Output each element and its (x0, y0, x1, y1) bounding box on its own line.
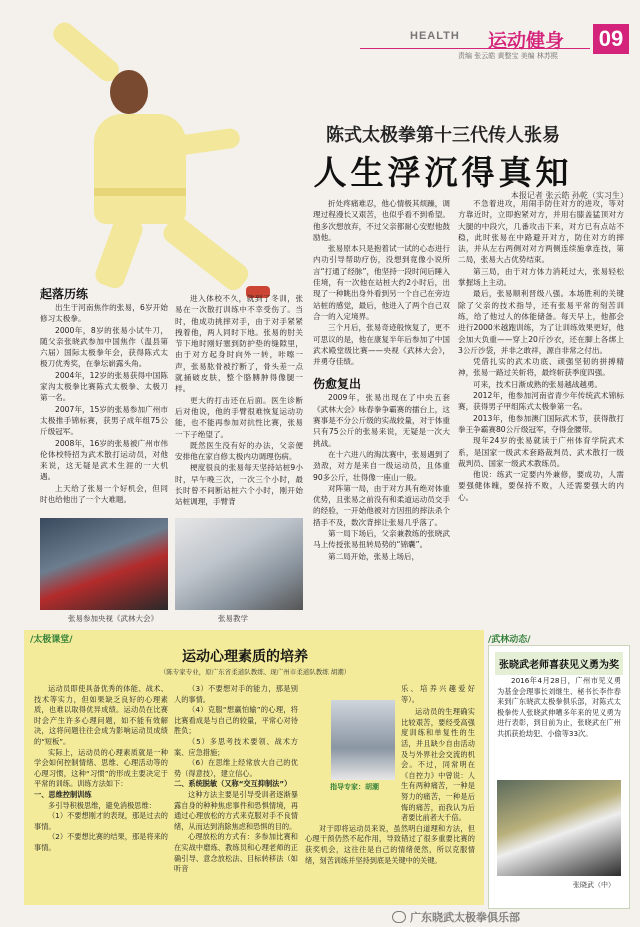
photo-teaching (175, 518, 303, 610)
subheading: 二、系统脱敏（又称“交互抑制法”） (174, 779, 292, 789)
paragraph: （1）不要想刚才的表现，那是过去的事情。 (34, 811, 168, 831)
subheading: 一、思维控制训练 (34, 789, 92, 799)
headline-main: 人生浮沉得真知 (313, 153, 573, 192)
paragraph: 对于即将运动员来说，虽然明白道理和方法，但心理干预仍然不起作用，导致错过了很多重要比赛的获奖机会，这往往是自己的情绪使然，所以克服情绪，刻苦训练并坚持到底是关键中的关键。 (305, 823, 475, 865)
paragraph: 最后，张易顺利晋级八强。本场胜利的关键除了父亲的技术指导，还有张易平常的刻苦训练，给了他过人的体能储备。每天早上，他都会进行2000米越跑训练，为了让训练效果更好，他会加大负重——穿上20斤沙衣，还在脚上各绑上3公斤沙袋，并非之敢祥，源自非常之付出。 (458, 289, 624, 355)
news-title: 张晓武老师喜获见义勇为奖 (495, 652, 623, 675)
paragraph: 第二局开始，张易上场后， (328, 551, 420, 561)
paragraph: 三个月后，张易奇迹般恢复了，更不可思议的是，他在康复半年后参加了中国武术殿堂级比赛——央视《武林大会》，并勇夺佳绩。 (313, 323, 450, 367)
headline-kicker: 陈式太极拳第十三代传人张易 (326, 125, 560, 146)
section-en: HEALTH (410, 30, 460, 42)
paragraph: 对阵第一局，由于对方具有绝对体重优势，且张易之前没有和柔道运动员交手的经验，一开始他被对方因扭的摔法杀个措手不及，数次背摔让张易几乎落了。 (313, 483, 450, 527)
paragraph: 2012年，他参加河南省青少年传统武术锦标赛，获得男子甲组陈式太极拳第一名。 (458, 391, 624, 412)
classroom-subtitle: （陈专家专业，原广东省柔道队教练、现广州市柔道队教练 胡潮） (159, 668, 351, 676)
paragraph: （6）在思维上经常放大自己的优势（得意技），建立信心。 (174, 758, 298, 778)
paragraph: 2016年4月28日，广州市见义勇为基金会理事长刘继生、秘书长李作春来到广东晓武太极拳俱乐部，对陈式太极拳传人张晓武伸嘈多年来的见义勇为进行表彰，到目前为止，张晓武在广州共抓获抢劫犯、小偷等33次。 (497, 676, 621, 738)
paragraph: 折处疼痛难忍，他心情极其烦躁，调理过程漫长又艰苦，也似乎看不到希望。他多次想放弃，不过父亲都耐心安慰他鼓励他。 (313, 199, 450, 242)
paragraph: 2000年，8岁的张易小试牛刀，随父亲张晓武参加中国焦作（温县第六届）国际太极拳年会，获得陈式太极刀优秀奖，在拳坛崭露头角。 (40, 325, 168, 369)
article-column-3 (313, 198, 450, 562)
news-box (488, 645, 630, 909)
article-column-1 (40, 285, 168, 505)
paragraph: 更大的打击还在后面。医生诊断后对他说，他的手臂很难恢复运动功能，也不能再参加对抗性比赛，张易一下子绝望了。 (175, 395, 303, 439)
watermark-text: 广东晓武太极拳俱乐部 (410, 911, 520, 924)
paragraph: 心理放松的方式有：多参加比赛和在实战中磨炼、教练员和心理老师的正确引导、意念放松法、目标转移法（如听音 (174, 832, 298, 874)
article-column-2 (175, 293, 303, 508)
paragraph: 可来，技术日渐成熟的张易越战越勇。 (473, 379, 603, 389)
guide-expert-photo (331, 700, 395, 780)
paragraph: 梗度很良的张易每天坚持站桩9小时，早午晚三次，一次三个小时，最长时曾不间断站桩六个小时，刚开始站桩调理，手臂背 (175, 463, 303, 507)
paragraph: 运动员即使具备优秀的体能、战术、技术等实力，但如果缺乏良好的心理素质，也难以取得优异成绩。运动员在比赛时会产生许多心理问题，如不能有效解决，这将问题往往会成为影响运动员成绩的“短板”。 (34, 684, 168, 746)
paragraph: （2）不要想比赛的结果，那是将来的事情。 (34, 832, 168, 852)
paragraph: （4）克服“想赢怕输”的心理，将比赛看成是与自己的较量，平常心对待胜负； (174, 705, 298, 736)
hero-figure-illustration (30, 28, 260, 293)
photo-caption: 张易参加央视《武林大会》 (68, 614, 158, 623)
paragraph: 2013年，他参加澳门国际武术节，获得散打拳王争霸赛80公斤级冠军，夺得金腰带。 (458, 413, 624, 434)
news-photo (497, 780, 621, 876)
news-text (497, 676, 621, 740)
news-photo-caption: 张晓武（中） (573, 881, 615, 889)
paragraph: 实际上，运动员的心理素质就是一种学会如何控制情绪、思维、心理活动等的心理习惯，这种“习惯”的形成主要决定于平常的训练。训练方法如下： (34, 747, 168, 789)
paragraph: 进入体校不久，就到了冬训，张易在一次散打训练中不幸受伤了。当时，他成功挑摔对手，由于对手紧紧拽着他，两人同时下地。张易的肘关节下地时刚好塞到防护垫的缝隙里，由于对方起身时向外一转，咔嚓一声，张易肱骨被拧断了，骨头差一点就捅破皮肤，整个胳膊肿得像腿一样。 (175, 294, 303, 394)
page-number: 09 (593, 24, 629, 54)
wechat-icon (392, 911, 406, 923)
paragraph: 这种方法主要是引导受训者逐渐暴露自身的种种焦虑事件和恐惧情境，再通过心理放松的方式来克服对手不良情绪，从而达到消除焦虑和恐惧的目的。 (174, 789, 298, 831)
figure-head (110, 70, 148, 114)
paragraph: 凭借扎实的武术功底、顽强坚韧的拼搏精神，张易一路过关斩将，最终斩获季度四强。 (458, 357, 624, 378)
section-label-classroom: /太极课堂/ (30, 635, 73, 645)
page-header (360, 26, 630, 66)
editor-credits: 责编 张云皓 黄整宝 美编 林苏熙 (458, 52, 558, 60)
paragraph: 张易原本只是抱着试一试的心态进行内功引导帮助疗伤，没想到竟像小说所言“打通了经脉”，他坚持一段时间后睡入佳境，有一次他在站桩大约2小时后，出现了一种眺出身外看到另一个自己在旁边站桩的感觉，最后，他进入了两个自己双合一的入定境界。 (313, 244, 450, 321)
paragraph: 第一局下场后，父亲兼教练的张晓武马上传授张易扭转局势的“锦囊”。 (313, 529, 450, 550)
subheading: 伤愈复出 (313, 377, 362, 392)
paragraph: 2004年，12岁的张易获得中国陈家沟太极拳比赛陈式太极拳、太极刀第一名。 (40, 370, 168, 403)
paragraph: 运动员的生理确实比较艰苦，要经受高强度训练和单复性的生活，并且缺少自由活动及与外界社会交流的机会。不过，同常明在《自控力》中曾说：人生有两种痛苦，一种是努力的痛苦，一种是后悔的痛苦，而我认为后者要比前者大千倍。 (401, 707, 475, 823)
guide-expert-caption: 指导专家：胡潮 (330, 783, 379, 791)
paragraph: （3）不要想对手的能力，那是别人的事情。 (174, 684, 298, 704)
paragraph: 现年24岁的张易就读于广州体育学院武术系，是国家一级武术套路裁判员、武术散打一级裁判员、国家一级武术教练员。 (458, 436, 624, 468)
figure-belt (94, 188, 186, 196)
paragraph: 既然医生没有好的办法，父亲便安排他在家自修太极内功调理伤病。 (175, 440, 303, 462)
classroom-column-1 (34, 684, 168, 854)
figure-leg (93, 213, 146, 291)
paragraph: 出生于河南焦作的张易，6岁开始修习太极拳。 (40, 303, 168, 324)
paragraph: 2007年，15岁的张易参加广州市太极推手锦标赛，获男子成年组75公斤级冠军。 (40, 404, 168, 437)
paragraph: 不急着进攻，用闹手防住对方的进攻，等对方靠近时，立即抱紧对方，并用右膝盖猛顶对方大腿的中段穴，几番攻击下来，对方已有点站不稳，此时张易在中路避开对方，防住对方的摔法，并从左右两侧对对方两侧连续施拿连技，第二局，张易大占优势结束。 (458, 199, 624, 265)
paragraph: 第三局，由于对方体力消耗过大，张易轻松掌握场上主动。 (458, 266, 624, 288)
figure-body (94, 114, 186, 224)
byline: 本报记者 张云皓 孙乾（实习生） (510, 191, 628, 200)
photo-caption: 张易教学 (218, 614, 248, 623)
paragraph: 2009年，张易出现在了中央五套《武林大会》咏春拳争霸赛的擂台上，这赛事是不分公斤级的实战较量，对于体重只有75公斤的张易来说，无疑是一次大挑战。 (313, 393, 450, 448)
section-title: 运动健身 (488, 30, 565, 52)
watermark (392, 909, 520, 925)
paragraph: 2008年，16岁的张易被广州市伟伦体校特招为武术散打运动员，对他来说，这无疑是武术生涯的一大机遇。 (40, 438, 168, 482)
paragraph: 在十六进八的淘汰赛中，张易遇到了劲敌，对方是来自一级运动员，且体重90多公斤，壮得像一座山一般。 (313, 449, 450, 482)
figure-leg (159, 213, 252, 294)
paragraph: 多引导积极思维，避免消极思维： (48, 800, 156, 810)
article-column-4 (458, 198, 624, 503)
classroom-title: 运动心理素质的培养 (182, 649, 308, 665)
figure-arm (49, 18, 123, 85)
paragraph: 他说：练武一定要内外兼修，要成功，人需要强健体魄，要保持不败，人还需要强大的内心。 (458, 470, 624, 502)
paragraph: 上天给了张易一个好机会，但同时也给他出了一个大难题。 (40, 483, 168, 505)
photo-wulin-dahui (40, 518, 168, 610)
paragraph: （5）多思考技术要领、战术方案、应急措施； (174, 736, 298, 757)
paragraph: 乐、培养兴趣爱好等）。 (401, 684, 475, 704)
classroom-column-2 (174, 684, 298, 875)
section-label-news: /武林动态/ (488, 635, 531, 645)
subheading: 起落历练 (40, 287, 89, 301)
